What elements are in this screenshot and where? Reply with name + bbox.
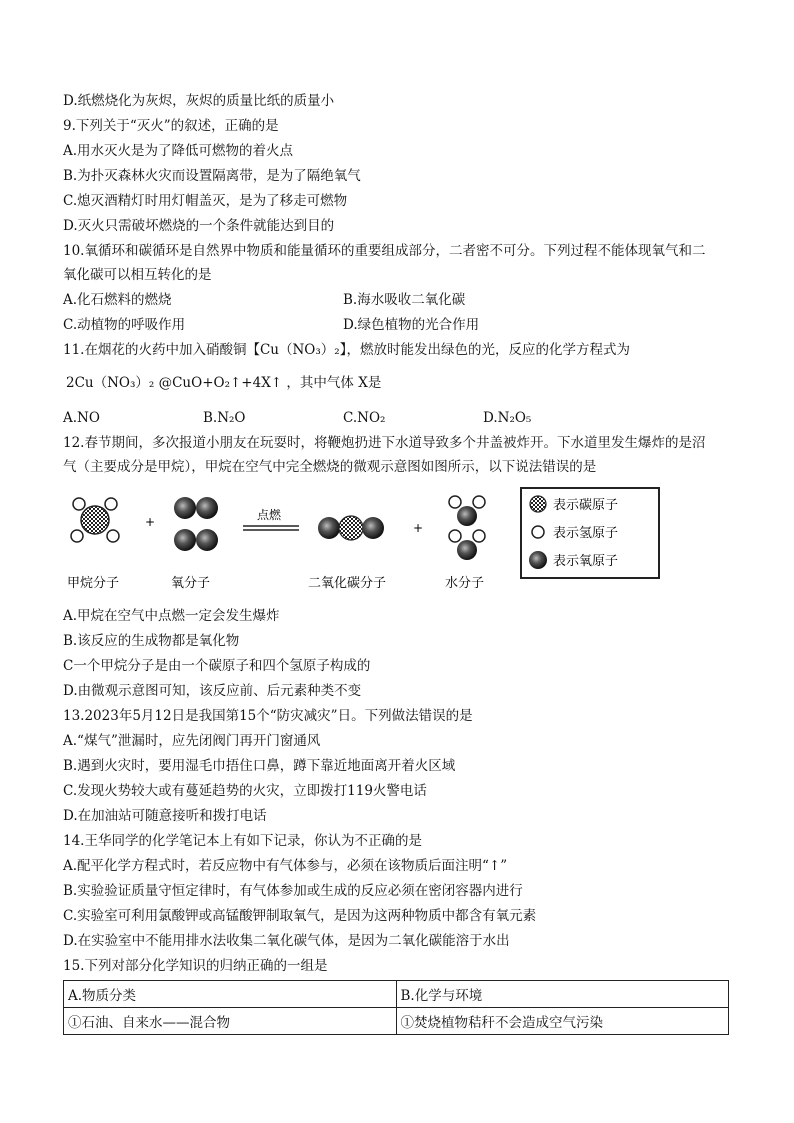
hydrogen-atom <box>449 496 461 508</box>
q14-option-a: A.配平化学方程式时，若反应物中有气体参与，必须在该物质后面注明“↑” <box>63 858 508 874</box>
legend-carbon-label: 表示碳原子 <box>553 498 619 513</box>
q14-option-c: C.实验室可利用氯酸钾或高锰酸钾制取氧气，是因为这两种物质中都含有氧元素 <box>63 908 537 924</box>
plus-sign: + <box>145 515 156 529</box>
q12-option-c: C一个甲烷分子是由一个碳原子和四个氢原子构成的 <box>63 658 371 674</box>
hydrogen-atom <box>73 498 85 510</box>
q15-stem: 15.下列对部分化学知识的归纳正确的一组是 <box>63 958 328 974</box>
oxygen-atom <box>196 529 218 551</box>
oxygen-label: 氧分子 <box>171 576 211 591</box>
q12-stem-line1: 12.春节期间，多次报道小朋友在玩耍时，将鞭炮扔进下水道导致多个井盖被炸开。下水道里发生爆炸的是沼 <box>63 435 706 451</box>
carbon-dioxide-molecule <box>318 516 384 540</box>
q10-option-c: C.动植物的呼吸作用 <box>63 317 186 333</box>
plus-sign: + <box>413 521 424 535</box>
legend-hydrogen-label: 表示氢原子 <box>553 526 619 541</box>
methane-combustion-diagram <box>63 486 663 594</box>
q12-stem-line2: 气（主要成分是甲烷），甲烷在空气中完全燃烧的微观示意图如图所示，以下说法错误的是 <box>63 459 597 475</box>
q12-option-a: A.甲烷在空气中点燃一定会发生爆炸 <box>63 608 280 624</box>
oxygen-molecule-2 <box>174 529 218 551</box>
q10-option-a: A.化石燃料的燃烧 <box>63 292 172 308</box>
hydrogen-atom <box>449 530 461 542</box>
oxygen-atom <box>362 517 384 539</box>
q12-option-b: B.该反应的生成物都是氧化物 <box>63 633 240 649</box>
table-cell-a1: ①石油、自来水——混合物 <box>64 1008 397 1035</box>
legend-carbon-swatch <box>530 496 546 512</box>
q13-option-d: D.在加油站可随意接听和拨打电话 <box>63 808 267 824</box>
table-cell-b1: ①焚烧植物秸秆不会造成空气污染 <box>396 1008 729 1035</box>
table-header-b: B.化学与环境 <box>396 981 729 1008</box>
q14-option-d: D.在实验室中不能用排水法收集二氧化碳气体，是因为二氧化碳能溶于水出 <box>63 933 510 949</box>
oxygen-atom <box>174 497 196 519</box>
methane-label: 甲烷分子 <box>67 576 120 591</box>
carbon-atom <box>339 516 363 540</box>
q9-option-a: A.用水灭火是为了降低可燃物的着火点 <box>63 143 294 159</box>
table-row <box>64 981 729 1008</box>
legend-oxygen-swatch <box>529 551 547 569</box>
q11-option-c: C.NO₂ <box>343 410 386 426</box>
reaction-condition-label: 点燃 <box>257 508 282 522</box>
q10-stem-line1: 10.氧循环和碳循环是自然界中物质和能量循环的重要组成部分，二者密不可分。下列过程不能体现氧气和二 <box>63 243 706 259</box>
hydrogen-atom <box>107 530 119 542</box>
q9-option-d: D.灭火只需破坏燃烧的一个条件就能达到目的 <box>63 218 335 234</box>
q15-table <box>63 980 729 1035</box>
q8-option-d: D.纸燃烧化为灰烬，灰烬的质量比纸的质量小 <box>63 93 335 109</box>
legend <box>521 488 659 578</box>
carbon-atom <box>81 506 109 534</box>
q11-equation: 2Cu（NO₃）₂ @CuO+O₂↑+4X↑ ，其中气体 X是 <box>66 375 382 391</box>
hydrogen-atom <box>105 498 117 510</box>
table-row <box>64 1008 729 1035</box>
oxygen-atom <box>457 540 477 560</box>
q10-option-d: D.绿色植物的光合作用 <box>343 317 480 333</box>
q12-option-d: D.由微观示意图可知，该反应前、后元素种类不变 <box>63 683 362 699</box>
water-molecule-2 <box>449 530 485 560</box>
q11-option-d: D.N₂O₅ <box>483 410 532 426</box>
oxygen-atom <box>457 506 477 526</box>
q10-stem-line2: 氧化碳可以相互转化的是 <box>63 267 212 283</box>
water-molecule-1 <box>449 496 485 526</box>
water-label: 水分子 <box>445 576 485 591</box>
q11-option-b: B.N₂O <box>203 410 246 426</box>
hydrogen-atom <box>473 530 485 542</box>
legend-hydrogen-swatch <box>532 526 544 538</box>
q11-stem: 11.在烟花的火药中加入硝酸铜【Cu（NO₃）₂】，燃放时能发出绿色的光，反应的化学方程式为 <box>63 342 630 358</box>
table-header-a: A.物质分类 <box>64 981 397 1008</box>
q9-option-c: C.熄灭酒精灯时用灯帽盖灭，是为了移走可燃物 <box>63 193 348 209</box>
q9-stem: 9.下列关于“灭火”的叙述，正确的是 <box>63 118 279 134</box>
oxygen-atom <box>174 529 196 551</box>
methane-molecule <box>71 498 119 542</box>
q10-option-b: B.海水吸收二氧化碳 <box>343 292 466 308</box>
legend-oxygen-label: 表示氧原子 <box>553 554 619 569</box>
oxygen-atom <box>318 517 340 539</box>
q9-option-b: B.为扑灭森林火灾而设置隔离带，是为了隔绝氧气 <box>63 168 361 184</box>
q13-stem: 13.2023年5月12日是我国第15个“防灾减灾”日。下列做法错误的是 <box>63 708 473 724</box>
carbon-dioxide-label: 二氧化碳分子 <box>308 576 387 591</box>
hydrogen-atom <box>71 530 83 542</box>
q13-option-b: B.遇到火灾时，要用湿毛巾捂住口鼻，蹲下靠近地面离开着火区域 <box>63 758 456 774</box>
q14-stem: 14.王华同学的化学笔记本上有如下记录，你认为不正确的是 <box>63 833 422 849</box>
q11-option-a: A.NO <box>63 410 100 426</box>
q13-option-c: C.发现火势较大或有蔓延趋势的火灾，立即拨打119火警电话 <box>63 783 427 799</box>
oxygen-atom <box>196 497 218 519</box>
oxygen-molecule-1 <box>174 497 218 519</box>
hydrogen-atom <box>473 496 485 508</box>
q14-option-b: B.实验验证质量守恒定律时，有气体参加或生成的反应必须在密闭容器内进行 <box>63 883 523 899</box>
q13-option-a: A.“煤气”泄漏时，应先闭阀门再开门窗通风 <box>63 733 321 749</box>
